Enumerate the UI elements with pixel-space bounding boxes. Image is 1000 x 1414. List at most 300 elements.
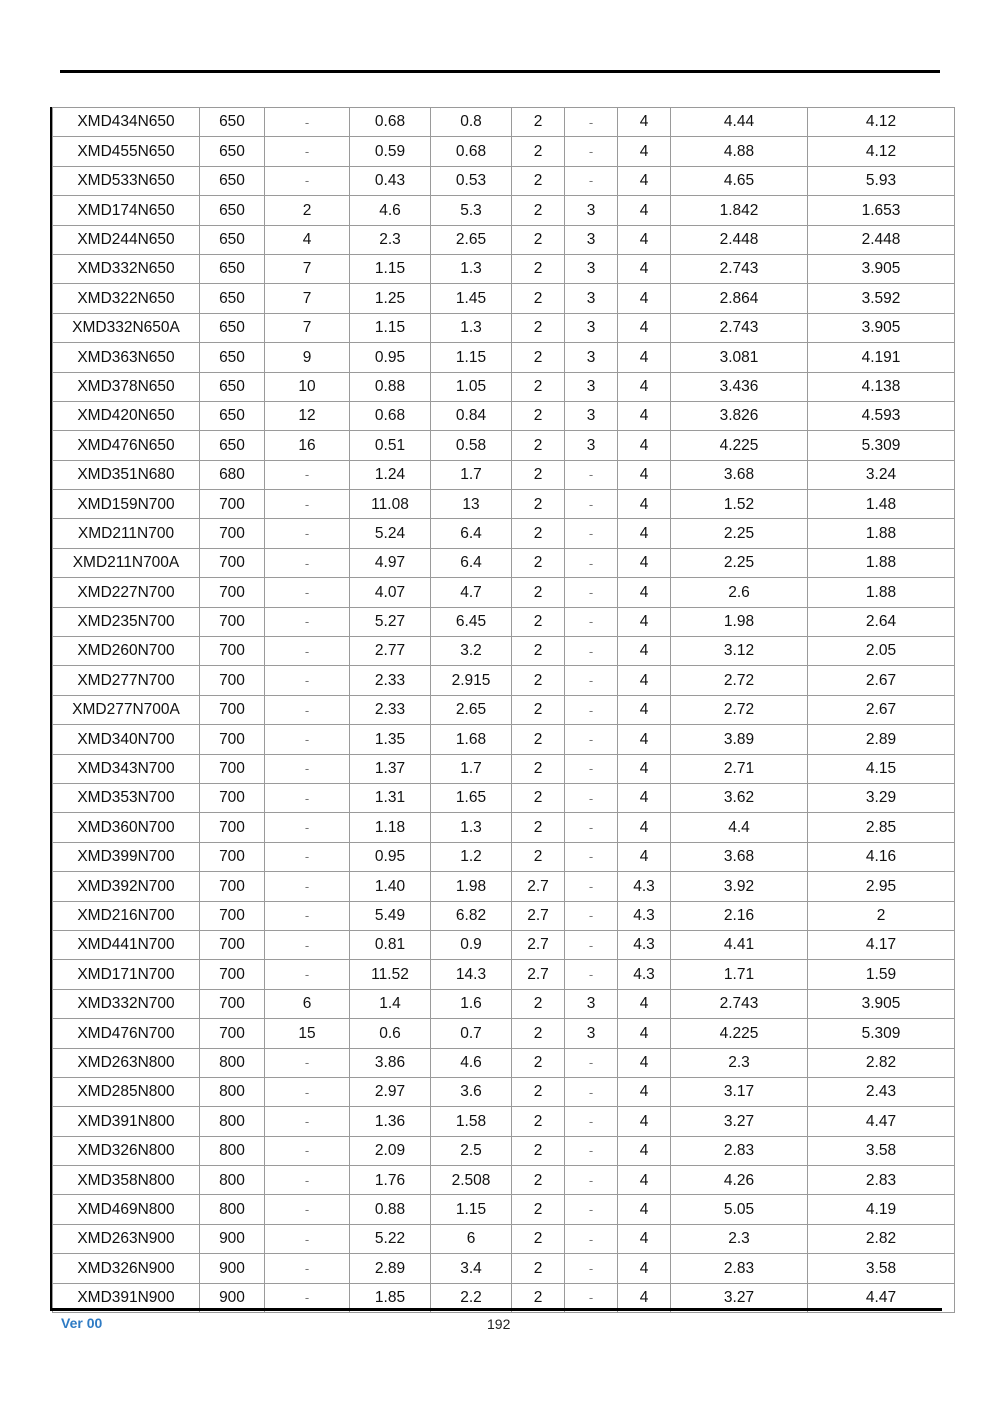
- part-number-cell: XMD392N700: [53, 872, 200, 901]
- table-cell: 3.17: [671, 1077, 808, 1106]
- table-cell: 1.52: [671, 490, 808, 519]
- table-cell: 4: [618, 254, 671, 283]
- table-row: [53, 1019, 955, 1048]
- table-cell: 1.59: [808, 960, 955, 989]
- table-cell: 3: [565, 254, 618, 283]
- page-number: 192: [487, 1316, 511, 1332]
- table-cell: 4: [618, 460, 671, 489]
- table-cell: 2: [512, 1195, 565, 1224]
- table-cell: 3.4: [431, 1254, 512, 1283]
- table-cell: 2: [512, 695, 565, 724]
- table-cell: 2.97: [350, 1077, 431, 1106]
- table-cell: 3.6: [431, 1077, 512, 1106]
- table-cell: -: [265, 725, 350, 754]
- table-cell: 2.743: [671, 254, 808, 283]
- table-cell: 5.05: [671, 1195, 808, 1224]
- table-cell: -: [565, 695, 618, 724]
- table-cell: -: [265, 813, 350, 842]
- table-cell: -: [565, 1254, 618, 1283]
- part-number-cell: XMD263N800: [53, 1048, 200, 1077]
- part-number-cell: XMD159N700: [53, 490, 200, 519]
- table-cell: 4: [618, 813, 671, 842]
- table-cell: 2: [512, 989, 565, 1018]
- table-cell: 4.47: [808, 1107, 955, 1136]
- table-cell: 2.3: [671, 1048, 808, 1077]
- table-cell: 4: [618, 666, 671, 695]
- table-cell: -: [565, 578, 618, 607]
- table-cell: 6.45: [431, 607, 512, 636]
- table-cell: 1.4: [350, 989, 431, 1018]
- table-row: [53, 1195, 955, 1224]
- table-cell: 700: [200, 725, 265, 754]
- table-cell: 4: [618, 166, 671, 195]
- table-cell: 4: [618, 490, 671, 519]
- part-number-cell: XMD216N700: [53, 901, 200, 930]
- part-number-cell: XMD277N700A: [53, 695, 200, 724]
- table-row: [53, 607, 955, 636]
- table-cell: 700: [200, 490, 265, 519]
- table-cell: 2: [512, 225, 565, 254]
- table-cell: 900: [200, 1283, 265, 1312]
- table-cell: 4.3: [618, 901, 671, 930]
- table-cell: -: [565, 1283, 618, 1312]
- table-cell: 4.44: [671, 108, 808, 137]
- table-cell: 650: [200, 166, 265, 195]
- table-cell: 4: [618, 842, 671, 871]
- table-cell: 700: [200, 519, 265, 548]
- table-cell: -: [565, 842, 618, 871]
- table-cell: 4: [618, 783, 671, 812]
- table-cell: 4: [618, 1077, 671, 1106]
- table-cell: 4: [618, 1224, 671, 1253]
- table-cell: 3: [565, 1019, 618, 1048]
- table-cell: 2.25: [671, 548, 808, 577]
- table-row: [53, 108, 955, 137]
- table-cell: 2.7: [512, 901, 565, 930]
- table-cell: -: [265, 842, 350, 871]
- table-row: [53, 548, 955, 577]
- table-row: [53, 1077, 955, 1106]
- table-row: [53, 989, 955, 1018]
- table-cell: 1.3: [431, 254, 512, 283]
- table-cell: 5.93: [808, 166, 955, 195]
- table-cell: 4: [618, 1283, 671, 1312]
- table-cell: 1.15: [431, 343, 512, 372]
- table-cell: 1.88: [808, 548, 955, 577]
- table-cell: -: [265, 1195, 350, 1224]
- table-cell: 1.842: [671, 196, 808, 225]
- part-number-cell: XMD391N900: [53, 1283, 200, 1312]
- table-cell: 2: [808, 901, 955, 930]
- table-row: [53, 960, 955, 989]
- part-number-cell: XMD235N700: [53, 607, 200, 636]
- table-cell: 4.7: [431, 578, 512, 607]
- table-row: [53, 137, 955, 166]
- table-cell: 4: [265, 225, 350, 254]
- table-cell: 800: [200, 1195, 265, 1224]
- table-cell: 0.51: [350, 431, 431, 460]
- table-cell: 1.98: [671, 607, 808, 636]
- table-cell: 2.95: [808, 872, 955, 901]
- table-cell: 2.33: [350, 666, 431, 695]
- table-row: [53, 225, 955, 254]
- table-cell: 2.72: [671, 666, 808, 695]
- table-cell: 650: [200, 343, 265, 372]
- table-cell: 2.65: [431, 225, 512, 254]
- table-cell: 4.593: [808, 401, 955, 430]
- table-cell: 2.7: [512, 960, 565, 989]
- table-cell: 3.2: [431, 637, 512, 666]
- table-cell: 650: [200, 372, 265, 401]
- table-cell: 3: [565, 196, 618, 225]
- table-cell: 2.64: [808, 607, 955, 636]
- header-rule: [60, 70, 940, 73]
- table-cell: 4: [618, 343, 671, 372]
- table-row: [53, 254, 955, 283]
- table-cell: 3.24: [808, 460, 955, 489]
- table-cell: 2.82: [808, 1224, 955, 1253]
- table-cell: -: [565, 637, 618, 666]
- table-cell: 2.7: [512, 872, 565, 901]
- table-cell: -: [565, 1195, 618, 1224]
- table-cell: 3: [565, 225, 618, 254]
- table-cell: -: [565, 460, 618, 489]
- table-cell: 3: [565, 372, 618, 401]
- table-cell: 3.68: [671, 460, 808, 489]
- table-cell: 700: [200, 930, 265, 959]
- table-row: [53, 1136, 955, 1165]
- table-cell: 3.62: [671, 783, 808, 812]
- table-cell: 4.07: [350, 578, 431, 607]
- table-cell: 2.448: [808, 225, 955, 254]
- table-cell: -: [265, 1048, 350, 1077]
- table-cell: 2.508: [431, 1166, 512, 1195]
- table-cell: 4: [618, 1166, 671, 1195]
- part-number-cell: XMD263N900: [53, 1224, 200, 1253]
- table-cell: 650: [200, 401, 265, 430]
- table-cell: -: [265, 460, 350, 489]
- table-cell: 3: [565, 284, 618, 313]
- table-cell: 0.88: [350, 372, 431, 401]
- table-cell: 1.7: [431, 460, 512, 489]
- table-cell: 9: [265, 343, 350, 372]
- table-cell: 700: [200, 813, 265, 842]
- table-cell: -: [265, 1224, 350, 1253]
- table-cell: 2.65: [431, 695, 512, 724]
- table-cell: 3.68: [671, 842, 808, 871]
- table-cell: -: [265, 166, 350, 195]
- table-cell: 2: [512, 284, 565, 313]
- table-cell: 1.65: [431, 783, 512, 812]
- table-cell: -: [265, 930, 350, 959]
- table-row: [53, 725, 955, 754]
- table-cell: 1.15: [431, 1195, 512, 1224]
- table-cell: 2: [512, 108, 565, 137]
- table-cell: 4: [618, 578, 671, 607]
- table-row: [53, 460, 955, 489]
- table-cell: 4: [618, 1107, 671, 1136]
- table-cell: 0.9: [431, 930, 512, 959]
- table-row: [53, 284, 955, 313]
- table-cell: 1.88: [808, 578, 955, 607]
- part-number-cell: XMD441N700: [53, 930, 200, 959]
- table-cell: 700: [200, 783, 265, 812]
- table-cell: 2.743: [671, 313, 808, 342]
- table-cell: 2: [512, 519, 565, 548]
- table-cell: 2: [512, 1254, 565, 1283]
- table-cell: 2.85: [808, 813, 955, 842]
- table-cell: -: [265, 578, 350, 607]
- part-number-cell: XMD326N800: [53, 1136, 200, 1165]
- table-cell: 3.436: [671, 372, 808, 401]
- table-cell: 7: [265, 254, 350, 283]
- table-cell: -: [265, 519, 350, 548]
- part-number-cell: XMD285N800: [53, 1077, 200, 1106]
- table-cell: 700: [200, 578, 265, 607]
- table-cell: 3.905: [808, 254, 955, 283]
- table-cell: 2.743: [671, 989, 808, 1018]
- table-cell: 5.24: [350, 519, 431, 548]
- table-cell: 2.09: [350, 1136, 431, 1165]
- table-cell: 3: [565, 401, 618, 430]
- table-cell: 2.43: [808, 1077, 955, 1106]
- table-cell: 4.12: [808, 137, 955, 166]
- table-cell: 0.68: [350, 108, 431, 137]
- table-cell: 4: [618, 284, 671, 313]
- part-number-cell: XMD434N650: [53, 108, 200, 137]
- table-cell: 1.24: [350, 460, 431, 489]
- table-cell: 4: [618, 225, 671, 254]
- table-cell: -: [565, 166, 618, 195]
- table-cell: 4.225: [671, 431, 808, 460]
- table-cell: 4: [618, 1136, 671, 1165]
- table-cell: 900: [200, 1224, 265, 1253]
- table-cell: 15: [265, 1019, 350, 1048]
- table-cell: 4: [618, 519, 671, 548]
- table-cell: 4.97: [350, 548, 431, 577]
- table-cell: 5.309: [808, 1019, 955, 1048]
- table-cell: 2: [512, 372, 565, 401]
- table-cell: 2: [512, 401, 565, 430]
- table-cell: 5.27: [350, 607, 431, 636]
- table-cell: 1.653: [808, 196, 955, 225]
- table-cell: -: [565, 1224, 618, 1253]
- table-cell: 16: [265, 431, 350, 460]
- table-cell: 2.3: [671, 1224, 808, 1253]
- table-cell: 2.67: [808, 666, 955, 695]
- table-cell: -: [265, 1107, 350, 1136]
- table-row: [53, 313, 955, 342]
- table-cell: 5.3: [431, 196, 512, 225]
- table-cell: 3.58: [808, 1136, 955, 1165]
- table-cell: 5.22: [350, 1224, 431, 1253]
- part-number-cell: XMD420N650: [53, 401, 200, 430]
- table-cell: 3.592: [808, 284, 955, 313]
- table-cell: 4: [618, 196, 671, 225]
- part-number-cell: XMD340N700: [53, 725, 200, 754]
- table-cell: -: [265, 1166, 350, 1195]
- table-cell: 3.86: [350, 1048, 431, 1077]
- table-cell: -: [565, 1166, 618, 1195]
- table-cell: 0.95: [350, 343, 431, 372]
- table-cell: 4: [618, 372, 671, 401]
- table-cell: 2: [512, 1019, 565, 1048]
- table-row: [53, 578, 955, 607]
- table-cell: 650: [200, 225, 265, 254]
- table-cell: 2.448: [671, 225, 808, 254]
- table-cell: 10: [265, 372, 350, 401]
- table-cell: 4.3: [618, 930, 671, 959]
- table-cell: 2: [512, 1107, 565, 1136]
- table-cell: 650: [200, 254, 265, 283]
- table-cell: 650: [200, 313, 265, 342]
- spec-table-body: [53, 108, 955, 1313]
- table-cell: 1.40: [350, 872, 431, 901]
- part-number-cell: XMD211N700A: [53, 548, 200, 577]
- table-cell: 2: [512, 1136, 565, 1165]
- part-number-cell: XMD476N700: [53, 1019, 200, 1048]
- table-cell: 2: [512, 666, 565, 695]
- table-cell: 0.8: [431, 108, 512, 137]
- table-cell: 1.6: [431, 989, 512, 1018]
- table-cell: 0.68: [431, 137, 512, 166]
- table-cell: 1.76: [350, 1166, 431, 1195]
- table-cell: 11.08: [350, 490, 431, 519]
- table-cell: -: [265, 901, 350, 930]
- table-cell: 3.27: [671, 1107, 808, 1136]
- table-cell: 1.36: [350, 1107, 431, 1136]
- table-cell: 2: [512, 1077, 565, 1106]
- table-cell: 3.89: [671, 725, 808, 754]
- table-cell: -: [265, 754, 350, 783]
- table-cell: 2: [512, 1166, 565, 1195]
- table-cell: -: [565, 519, 618, 548]
- table-cell: 2.915: [431, 666, 512, 695]
- table-row: [53, 842, 955, 871]
- table-row: [53, 754, 955, 783]
- part-number-cell: XMD322N650: [53, 284, 200, 313]
- table-cell: 2: [512, 1283, 565, 1312]
- table-row: [53, 930, 955, 959]
- table-cell: 2.7: [512, 930, 565, 959]
- table-cell: 2: [265, 196, 350, 225]
- table-cell: 1.15: [350, 313, 431, 342]
- part-number-cell: XMD455N650: [53, 137, 200, 166]
- table-cell: 1.05: [431, 372, 512, 401]
- table-cell: 2: [512, 490, 565, 519]
- table-cell: -: [265, 1254, 350, 1283]
- table-cell: 1.7: [431, 754, 512, 783]
- table-cell: -: [265, 1283, 350, 1312]
- table-cell: 3.92: [671, 872, 808, 901]
- table-cell: 4.17: [808, 930, 955, 959]
- table-cell: 4.88: [671, 137, 808, 166]
- table-cell: 4.191: [808, 343, 955, 372]
- table-cell: 2: [512, 607, 565, 636]
- table-row: [53, 490, 955, 519]
- table-cell: 650: [200, 108, 265, 137]
- table-cell: 0.43: [350, 166, 431, 195]
- table-cell: 2: [512, 842, 565, 871]
- table-cell: 3.27: [671, 1283, 808, 1312]
- table-cell: 2.89: [808, 725, 955, 754]
- table-cell: 6: [265, 989, 350, 1018]
- table-cell: 2.33: [350, 695, 431, 724]
- table-cell: 2: [512, 431, 565, 460]
- table-cell: 700: [200, 607, 265, 636]
- table-cell: 2: [512, 548, 565, 577]
- table-row: [53, 695, 955, 724]
- table-cell: 700: [200, 695, 265, 724]
- table-cell: 3.081: [671, 343, 808, 372]
- table-row: [53, 901, 955, 930]
- part-number-cell: XMD353N700: [53, 783, 200, 812]
- table-cell: 700: [200, 637, 265, 666]
- table-cell: 1.58: [431, 1107, 512, 1136]
- table-cell: -: [265, 960, 350, 989]
- table-row: [53, 196, 955, 225]
- table-cell: 700: [200, 989, 265, 1018]
- table-cell: 2: [512, 137, 565, 166]
- table-row: [53, 519, 955, 548]
- table-cell: 4.3: [618, 872, 671, 901]
- table-cell: 2.83: [808, 1166, 955, 1195]
- table-cell: 2: [512, 1048, 565, 1077]
- part-number-cell: XMD332N650: [53, 254, 200, 283]
- part-number-cell: XMD332N650A: [53, 313, 200, 342]
- table-cell: -: [265, 137, 350, 166]
- table-cell: 4: [618, 1048, 671, 1077]
- part-number-cell: XMD343N700: [53, 754, 200, 783]
- table-cell: 2: [512, 313, 565, 342]
- table-cell: 1.48: [808, 490, 955, 519]
- table-cell: -: [265, 872, 350, 901]
- table-cell: 700: [200, 666, 265, 695]
- part-number-cell: XMD533N650: [53, 166, 200, 195]
- table-cell: 2: [512, 343, 565, 372]
- table-cell: 5.309: [808, 431, 955, 460]
- table-cell: 2.82: [808, 1048, 955, 1077]
- table-row: [53, 1107, 955, 1136]
- table-cell: -: [565, 725, 618, 754]
- table-cell: 4.65: [671, 166, 808, 195]
- table-cell: 2.71: [671, 754, 808, 783]
- table-cell: 12: [265, 401, 350, 430]
- table-cell: 650: [200, 284, 265, 313]
- table-cell: 2.864: [671, 284, 808, 313]
- table-cell: 2: [512, 166, 565, 195]
- table-cell: -: [565, 666, 618, 695]
- table-cell: -: [265, 1077, 350, 1106]
- table-cell: 680: [200, 460, 265, 489]
- table-row: [53, 872, 955, 901]
- table-cell: 2.89: [350, 1254, 431, 1283]
- table-cell: 0.58: [431, 431, 512, 460]
- table-cell: -: [565, 901, 618, 930]
- table-cell: 3: [565, 989, 618, 1018]
- table-cell: 4: [618, 313, 671, 342]
- table-cell: 800: [200, 1136, 265, 1165]
- table-cell: 4.138: [808, 372, 955, 401]
- table-cell: 0.53: [431, 166, 512, 195]
- table-cell: 3: [565, 313, 618, 342]
- table-cell: 2.5: [431, 1136, 512, 1165]
- table-cell: -: [565, 1077, 618, 1106]
- table-cell: -: [565, 137, 618, 166]
- table-cell: 700: [200, 960, 265, 989]
- table-cell: 6.4: [431, 519, 512, 548]
- table-cell: 1.35: [350, 725, 431, 754]
